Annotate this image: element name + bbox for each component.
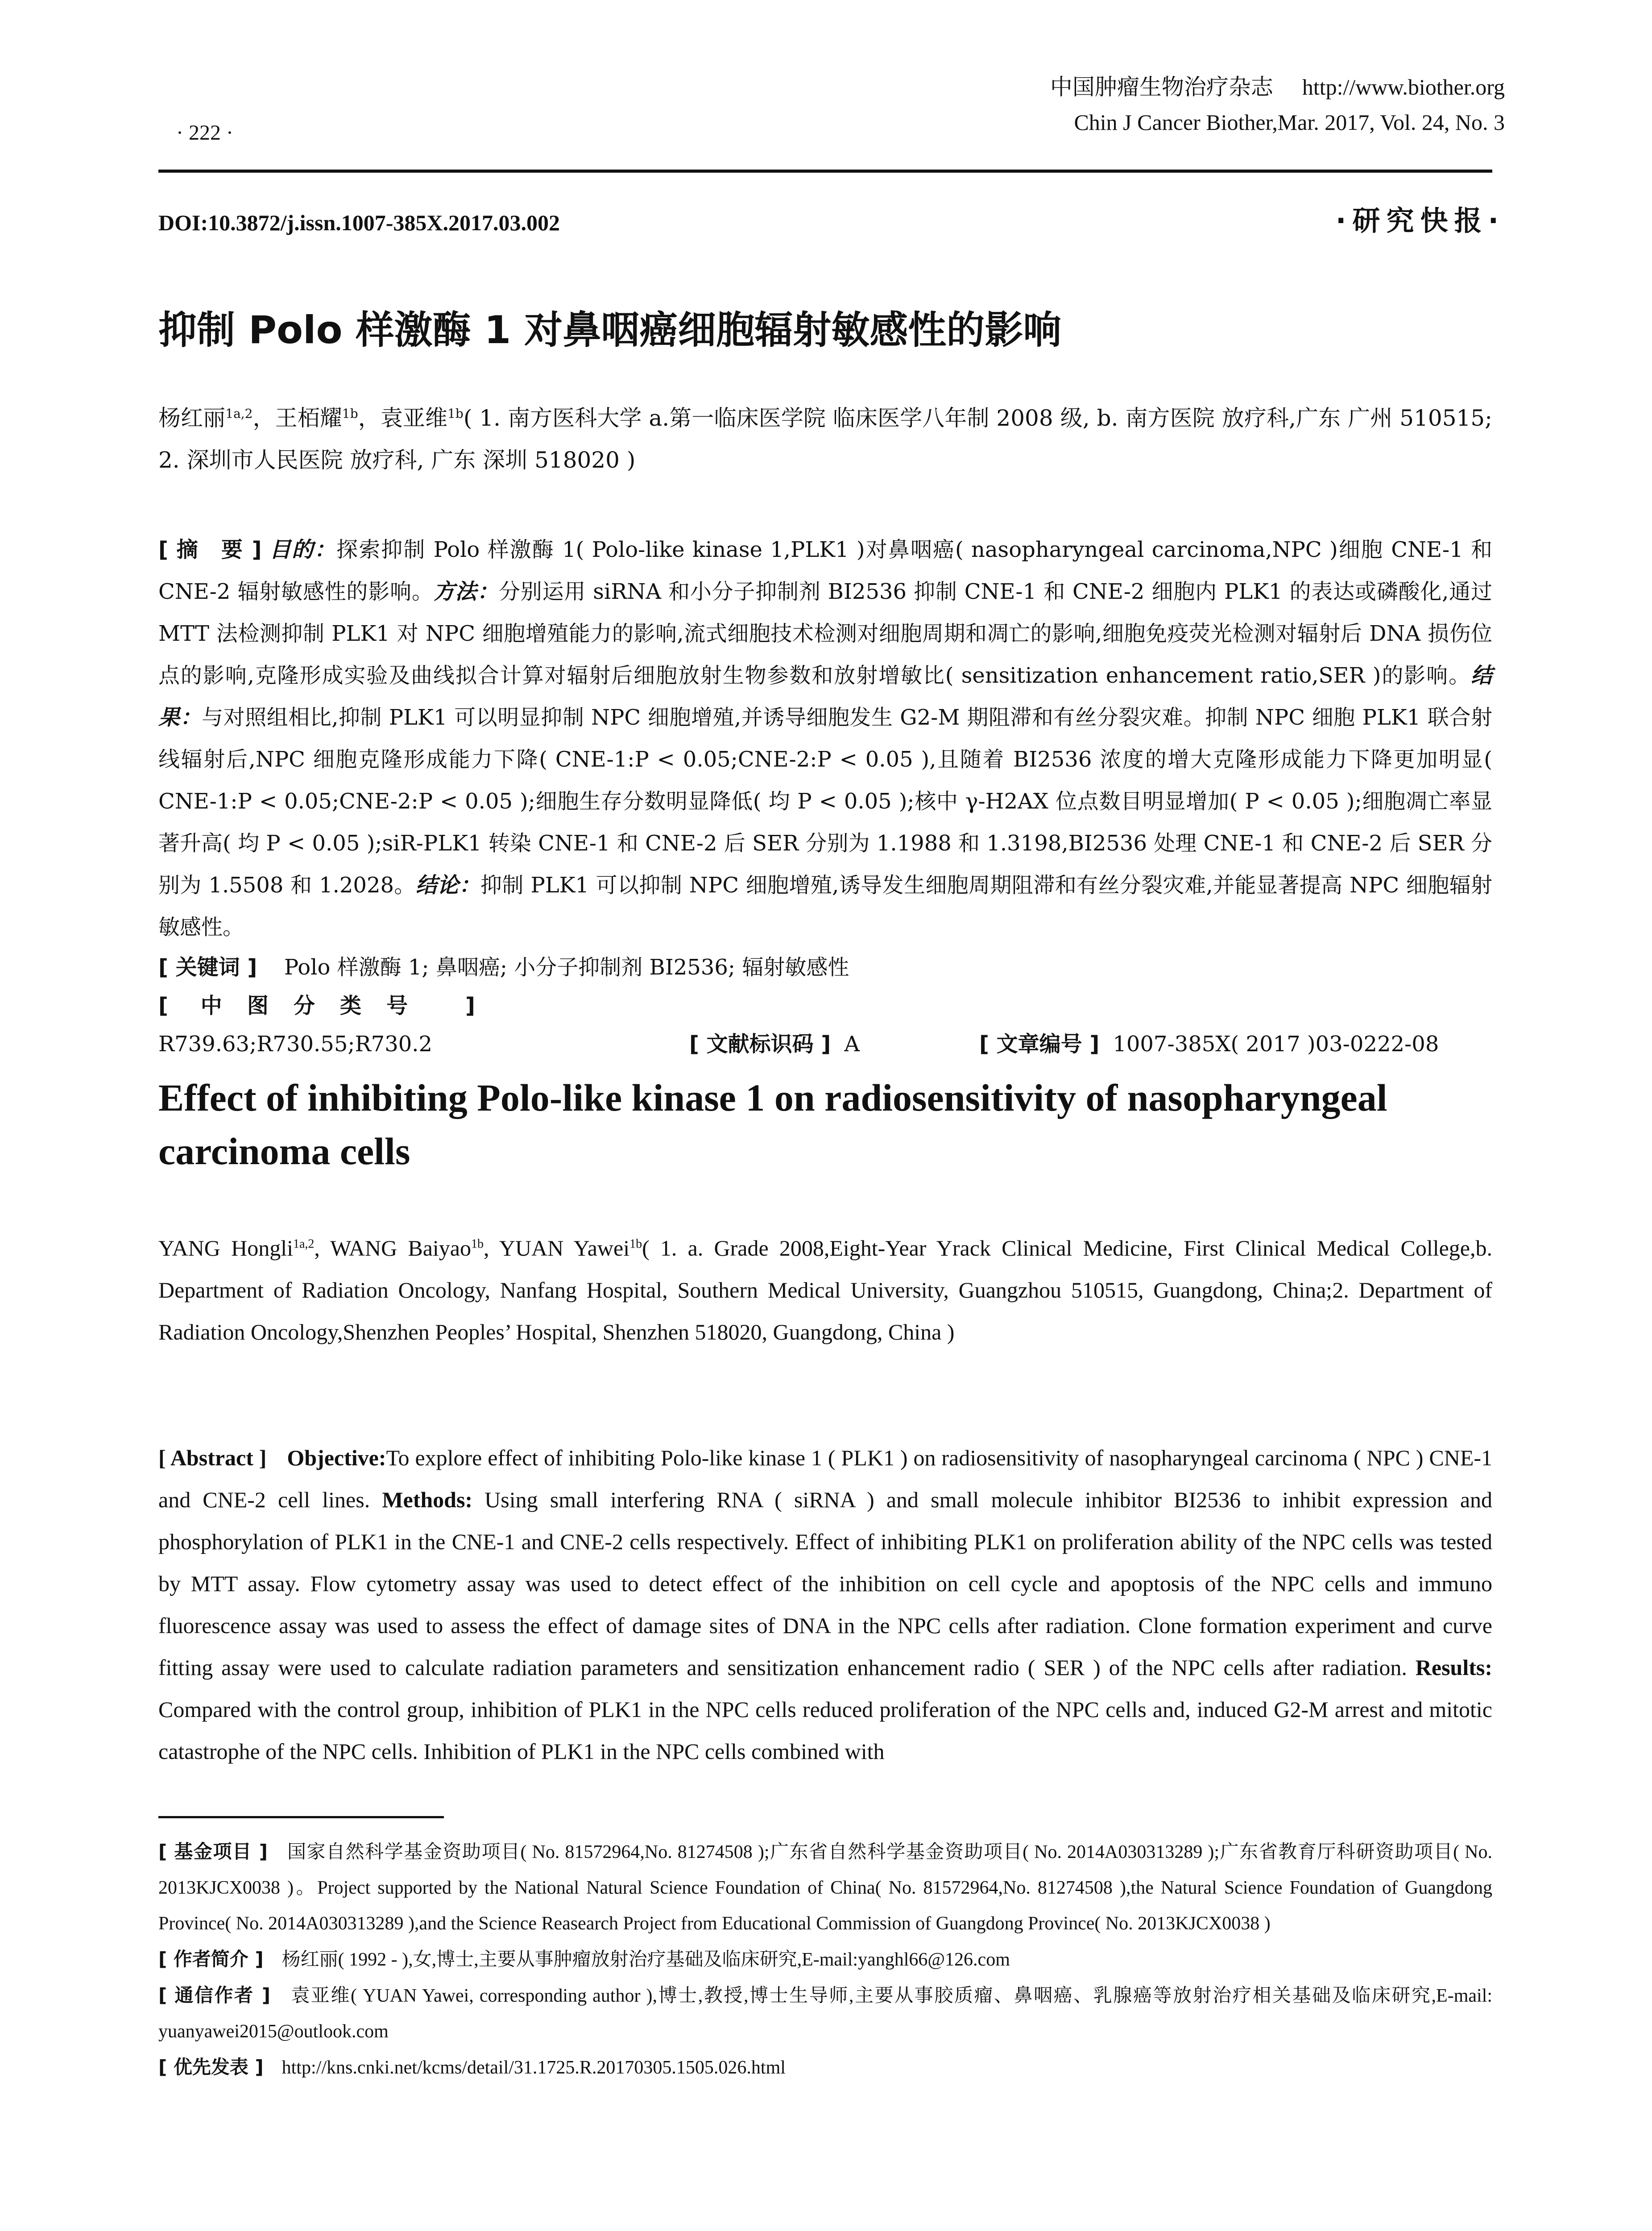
objective-en: To explore effect of inhibiting Polo-like kinase 1 ( PLK1 ) on radiosensitivity of nasopharyngeal carcinoma ( NPC ) CNE-1 and CNE-2 cell lines. — [158, 1445, 1493, 1512]
doi: DOI:10.3872/j.issn.1007-385X.2017.03.002 — [158, 210, 560, 235]
fund-label: [ 基金项目 ] — [158, 1841, 268, 1862]
abstract-cn-label: [ 摘 要 ] — [158, 537, 262, 562]
objective-cn: 探索抑制 Polo 样激酶 1( Polo-like kinase 1,PLK1 )对鼻咽癌( nasopharyngeal carcinoma,NPC )细胞 CNE-1 和 CNE-2 辐射敏感性的影响。 — [158, 537, 1492, 604]
title-en: Effect of inhibiting Polo-like kinase 1 on radiosensitivity of nasopharyngeal carcinoma cells — [158, 1076, 1387, 1173]
methods-cn: 分别运用 siRNA 和小分子抑制剂 BI2536 抑制 CNE-1 和 CNE-2 细胞内 PLK1 的表达或磷酸化,通过 MTT 法检测抑制 PLK1 对 NPC 细胞增殖能力的影响,流式细胞技术检测对细胞周期和凋亡的影响,细胞免疫荧光检测对辐射后 DNA 损伤位点的影响,克隆形成实验及曲线拟合计算对辐射后细胞放射生物参数和放射增敏比( sensitization enhancement ratio,SER )的影响。 — [158, 579, 1492, 688]
authors-cn — [158, 397, 1492, 481]
objective-label-cn: 目的： — [269, 537, 337, 562]
page-number: · 222 · — [176, 121, 233, 145]
conclusion-label-cn: 结论： — [415, 873, 481, 898]
footnotes — [158, 1834, 1492, 2086]
corresponding-label: [ 通信作者 ] — [158, 1984, 271, 2006]
abstract-en-label: [ Abstract ] — [158, 1445, 267, 1470]
keywords-cn: Polo 样激酶 1; 鼻咽癌; 小分子抑制剂 BI2536; 辐射敏感性 — [284, 955, 849, 980]
author-3-en: , YUAN Yawei — [484, 1236, 630, 1261]
author-1-en: YANG Hongli — [158, 1236, 293, 1261]
author-1-en-sup: 1a,2 — [293, 1237, 315, 1251]
priority-label: [ 优先发表 ] — [158, 2056, 264, 2078]
article-no-label: [ 文章编号 ] — [979, 1032, 1100, 1057]
journal-url[interactable]: http://www.biother.org — [1302, 75, 1505, 100]
author-1-sup: 1a,2 — [225, 406, 253, 421]
journal-name-cn: 中国肿瘤生物治疗杂志 — [1050, 75, 1273, 100]
objective-label-en: Objective: — [287, 1445, 386, 1470]
clc-label: [ 中图分类号 ] — [158, 993, 475, 1018]
corresponding-text: 袁亚维( YUAN Yawei, corresponding author ),博士,教授,博士生导师,主要从事胶质瘤、鼻咽癌、乳腺癌等放射治疗相关基础及临床研究,E-mail: yuanyawei2015@outlook.com — [158, 1986, 1493, 2042]
methods-en: Using small interfering RNA ( siRNA ) and small molecule inhibitor BI2536 to inhibit expression and phosphorylation of PLK1 in the CNE-1 and CNE-2 cells respectively. Effect of inhibiting PLK1 on proliferation ability of the NPC cells was tested by MTT assay. Flow cytometry assay was used to detect effect of the inhibition on cell cycle and apoptosis of the NPC cells and immuno fluorescence assay was used to assess the effect of damage sites of DNA in the NPC cells after radiation. Clone formation experiment and curve fitting assay were used to calculate radiation parameters and sensitization enhancement radio ( SER ) of the NPC cells after radiation. — [158, 1487, 1493, 1680]
authors-en — [158, 1227, 1492, 1353]
results-label-en: Results: — [1415, 1655, 1492, 1680]
conclusion-cn: 抑制 PLK1 可以抑制 NPC 细胞增殖,诱导发生细胞周期阻滞和有丝分裂灾难,并能显著提高 NPC 细胞辐射敏感性。 — [158, 873, 1492, 940]
methods-label-en: Methods: — [382, 1487, 473, 1512]
abstract-en — [158, 1437, 1492, 1772]
author-2-en: , WANG Baiyao — [314, 1236, 471, 1261]
journal-header-cn — [1050, 69, 1505, 101]
author-2-sup: 1b — [342, 406, 358, 421]
footnote-corresponding — [158, 1978, 1492, 2049]
footnote-author — [158, 1941, 1492, 1978]
author-bio-label: [ 作者简介 ] — [158, 1948, 264, 1970]
author-2-cn: ，王栢耀 — [253, 405, 342, 431]
column-label: ·研究快报· — [1335, 204, 1505, 237]
doc-code: A — [844, 1032, 860, 1057]
author-3-en-sup: 1b — [629, 1237, 642, 1251]
title-cn: 抑制 Polo 样激酶 1 对鼻咽癌细胞辐射敏感性的影响 — [158, 308, 1062, 352]
footnote-rule — [158, 1816, 444, 1818]
methods-label-cn: 方法： — [433, 579, 499, 604]
footnote-fund — [158, 1834, 1492, 1941]
author-3-cn: ，袁亚维 — [358, 405, 448, 431]
journal-citation-en: Chin J Cancer Biother,Mar. 2017, Vol. 24, No. 3 — [1074, 110, 1505, 135]
article-no: 1007-385X( 2017 )03-0222-08 — [1113, 1032, 1439, 1057]
abstract-cn — [158, 529, 1492, 1063]
priority-link[interactable]: http://kns.cnki.net/kcms/detail/31.1725.R.20170305.1505.026.html — [282, 2057, 786, 2078]
results-label-cn: 结果： — [158, 663, 1492, 730]
affiliation-en: ( 1. a. Grade 2008,Eight-Year Yrack Clinical Medicine, First Clinical Medical College,b. Department of Radiation Oncology, Nanfang Hospital, Southern Medical University, Guangzhou 510515, Guangdong, China;2. Department of Radiation Oncology,Shenzhen Peoples’ Hospital, Shenzhen 518020, Guangdong, China ) — [158, 1236, 1492, 1344]
author-2-en-sup: 1b — [471, 1237, 484, 1251]
results-cn: 与对照组相比,抑制 PLK1 可以明显抑制 NPC 细胞增殖,并诱导细胞发生 G2-M 期阻滞和有丝分裂灾难。抑制 NPC 细胞 PLK1 联合射线辐射后,NPC 细胞克隆形成能力下降( CNE-1:P < 0.05;CNE-2:P < 0.05 ),且随着 BI2536 浓度的增大克隆形成能力下降更加明显( CNE-1:P < 0.05;CNE-2:P < 0.05 );细胞生存分数明显降低( 均 P < 0.05 );核中 γ-H2AX 位点数目明显增加( P < 0.05 );细胞凋亡率显著升高( 均 P < 0.05 );siR-PLK1 转染 CNE-1 和 CNE-2 后 SER 分别为 1.1988 和 1.3198,BI2536 处理 CNE-1 和 CNE-2 后 SER 分别为 1.5508 和 1.2028。 — [158, 705, 1492, 898]
results-en: Compared with the control group, inhibition of PLK1 in the NPC cells reduced proliferation of the NPC cells and, induced G2-M arrest and mitotic catastrophe of the NPC cells. Inhibition of PLK1 in the NPC cells combined with — [158, 1697, 1492, 1764]
doc-code-label: [ 文献标识码 ] — [689, 1032, 831, 1057]
header-rule — [158, 170, 1492, 173]
clc-number: R739.63;R730.55;R730.2 — [158, 1032, 433, 1057]
author-1-cn: 杨红丽 — [158, 405, 226, 431]
author-bio-text: 杨红丽( 1992 - ),女,博士,主要从事肿瘤放射治疗基础及临床研究,E-mail:yanghl66@126.com — [282, 1949, 1010, 1970]
fund-text: 国家自然科学基金资助项目( No. 81572964,No. 81274508 );广东省自然科学基金资助项目( No. 2014A030313289 );广东省教育厅科研资助项目( No. 2013KJCX0038 )。Project supported by the National Natural Science Foundation of China( No. 81572964,No. 81274508 ),the Natural Science Foundation of Guangdong Province( No. 2014A030313289 ),and the Science Reasearch Project from Educational Commission of Guangdong Province( No. 2013KJCX0038 ) — [158, 1842, 1492, 1934]
keywords-label: [ 关键词 ] — [158, 955, 257, 980]
author-3-sup: 1b — [447, 406, 464, 421]
footnote-priority — [158, 2049, 1492, 2086]
affiliation-cn: ( 1. 南方医科大学 a.第一临床医学院 临床医学八年制 2008 级, b. 南方医院 放疗科,广东 广州 510515; 2. 深圳市人民医院 放疗科, 广东 深圳 518020 ) — [158, 405, 1493, 473]
